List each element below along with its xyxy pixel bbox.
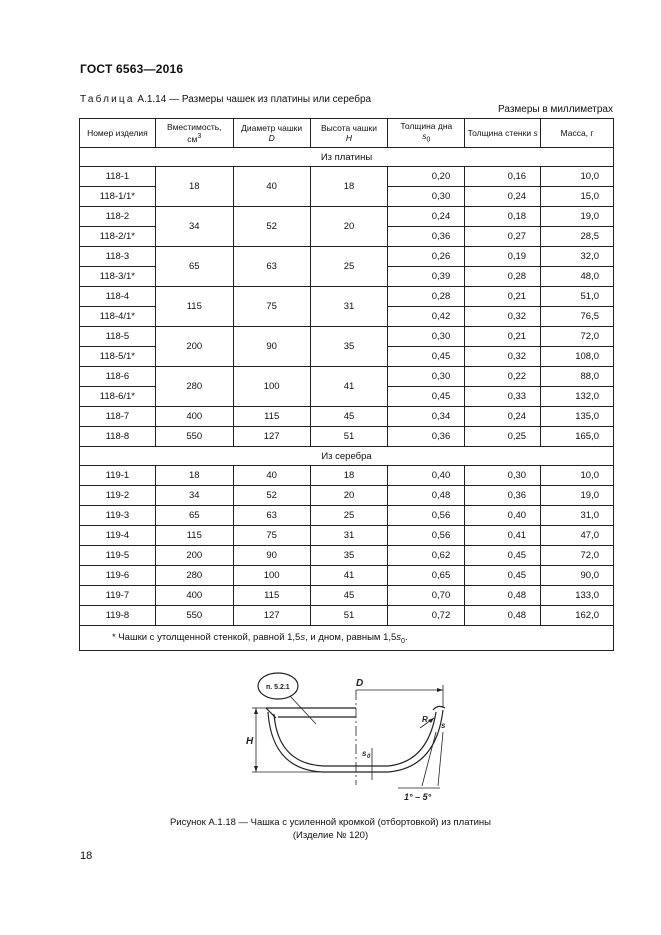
cell-capacity: 400: [155, 407, 233, 427]
cell-mass: 88,0: [541, 367, 614, 387]
cell-wall: 0,48: [465, 586, 541, 606]
units-note: Размеры в миллиметрах: [498, 104, 613, 115]
table-caption-label: Таблица: [80, 94, 135, 105]
cell-item: 118-2/1*: [80, 227, 156, 247]
cell-height: 35: [310, 327, 388, 367]
table-row: [80, 207, 614, 227]
label-r: R: [422, 715, 428, 724]
cell-diameter: 40: [233, 167, 310, 207]
cell-capacity: 200: [155, 546, 233, 566]
cell-capacity: 280: [155, 367, 233, 407]
cell-wall: 0,22: [465, 367, 541, 387]
cell-capacity: 115: [155, 287, 233, 327]
cell-diameter: 52: [233, 207, 310, 247]
cell-height: 31: [310, 287, 388, 327]
table-caption: [80, 94, 371, 105]
table-row: [80, 466, 614, 486]
dimension-h-arrow-bottom: [254, 766, 258, 772]
table-caption-text: А.1.14 — Размеры чашек из платины или серебра: [134, 94, 372, 105]
dimensions-table: [79, 118, 614, 651]
cell-bottom: 0,30: [388, 367, 465, 387]
table-row: [80, 287, 614, 307]
cell-mass: 31,0: [541, 506, 614, 526]
table-row: [80, 247, 614, 267]
cell-height: 51: [310, 427, 388, 447]
cell-diameter: 115: [233, 407, 310, 427]
cell-bottom: 0,42: [388, 307, 465, 327]
cell-item: 118-6/1*: [80, 387, 156, 407]
cell-diameter: 100: [233, 367, 310, 407]
cell-item: 119-4: [80, 526, 156, 546]
label-h: H: [246, 736, 254, 747]
table-footnote: * Чашки с утолщенной стенкой, равной 1,5s, и дном, равным $1,5s_0$.: [80, 626, 614, 651]
label-s: s: [441, 721, 446, 730]
cup-outer-profile: [268, 710, 443, 772]
radius-arrow: [428, 718, 434, 723]
col-header-bottom-thickness: Толщина дна $s_0$: [388, 119, 465, 148]
cell-height: 45: [310, 586, 388, 606]
cell-mass: 133,0: [541, 586, 614, 606]
cell-bottom: 0,70: [388, 586, 465, 606]
table-row: [80, 407, 614, 427]
cell-mass: 48,0: [541, 267, 614, 287]
cell-wall: 0,28: [465, 267, 541, 287]
cell-item: 119-2: [80, 486, 156, 506]
cell-bottom: 0,34: [388, 407, 465, 427]
table-row: [80, 566, 614, 586]
cell-capacity: 18: [155, 167, 233, 207]
cell-height: 20: [310, 486, 388, 506]
cell-diameter: 115: [233, 586, 310, 606]
cell-mass: 72,0: [541, 327, 614, 347]
cell-item: 119-8: [80, 606, 156, 626]
col-header-diameter: Диаметр чашки D: [233, 119, 310, 148]
cell-diameter: 90: [233, 327, 310, 367]
cell-bottom: 0,20: [388, 167, 465, 187]
cell-bottom: 0,40: [388, 466, 465, 486]
label-angle: 1° – 5°: [404, 792, 432, 802]
cell-bottom: 0,36: [388, 427, 465, 447]
cell-diameter: 90: [233, 546, 310, 566]
cell-mass: 76,5: [541, 307, 614, 327]
cell-height: 41: [310, 566, 388, 586]
figure-caption-line2: (Изделие № 120): [292, 830, 369, 841]
cell-mass: 19,0: [541, 207, 614, 227]
cell-bottom: 0,26: [388, 247, 465, 267]
cup-drawing: [238, 660, 458, 810]
cell-item: 119-1: [80, 466, 156, 486]
table-row: [80, 506, 614, 526]
cell-item: 119-7: [80, 586, 156, 606]
cell-wall: 0,16: [465, 167, 541, 187]
cell-height: 20: [310, 207, 388, 247]
cell-diameter: 127: [233, 606, 310, 626]
cell-bottom: 0,48: [388, 486, 465, 506]
cell-height: 35: [310, 546, 388, 566]
col-header-capacity: Вместимость, $см^3$: [155, 119, 233, 148]
cell-diameter: 63: [233, 247, 310, 287]
cell-bottom: 0,45: [388, 347, 465, 367]
cell-wall: 0,25: [465, 427, 541, 447]
cell-mass: 90,0: [541, 566, 614, 586]
angle-line-1: [422, 732, 436, 786]
label-s0: s: [362, 749, 367, 758]
cell-item: 119-6: [80, 566, 156, 586]
cell-capacity: 550: [155, 427, 233, 447]
cell-capacity: 550: [155, 606, 233, 626]
cell-wall: 0,45: [465, 546, 541, 566]
table-row: [80, 586, 614, 606]
cell-mass: 72,0: [541, 546, 614, 566]
table-row: [80, 486, 614, 506]
cell-item: 118-4: [80, 287, 156, 307]
table-header-row: [80, 119, 614, 148]
dimension-h-arrow-top: [254, 708, 258, 714]
cell-mass: 162,0: [541, 606, 614, 626]
section-row-silver: [80, 447, 614, 466]
cell-height: 25: [310, 506, 388, 526]
cell-bottom: 0,30: [388, 327, 465, 347]
cell-diameter: 127: [233, 427, 310, 447]
cell-wall: 0,32: [465, 307, 541, 327]
cell-item: 118-4/1*: [80, 307, 156, 327]
cell-mass: 10,0: [541, 466, 614, 486]
section-label-platinum: Из платины: [80, 148, 614, 167]
cell-item: 118-3: [80, 247, 156, 267]
cell-mass: 19,0: [541, 486, 614, 506]
angle-line-2: [438, 732, 443, 786]
cell-item: 118-5: [80, 327, 156, 347]
cell-wall: 0,27: [465, 227, 541, 247]
cell-wall: 0,24: [465, 187, 541, 207]
cell-item: 118-3/1*: [80, 267, 156, 287]
cell-mass: 108,0: [541, 347, 614, 367]
cell-item: 119-3: [80, 506, 156, 526]
cell-bottom: 0,36: [388, 227, 465, 247]
cell-capacity: 280: [155, 566, 233, 586]
cell-height: 41: [310, 367, 388, 407]
cell-diameter: 100: [233, 566, 310, 586]
cell-mass: 51,0: [541, 287, 614, 307]
cell-item: 118-6: [80, 367, 156, 387]
page-number: 18: [80, 850, 93, 862]
cell-wall: 0,48: [465, 606, 541, 626]
cell-bottom: 0,24: [388, 207, 465, 227]
col-header-mass: Масса, г: [541, 119, 614, 148]
table-row: [80, 327, 614, 347]
cell-item: 119-5: [80, 546, 156, 566]
cell-wall: 0,36: [465, 486, 541, 506]
cell-capacity: 115: [155, 526, 233, 546]
table-row: [80, 606, 614, 626]
cell-height: 51: [310, 606, 388, 626]
cell-diameter: 75: [233, 287, 310, 327]
cell-item: 118-1/1*: [80, 187, 156, 207]
cell-capacity: 34: [155, 486, 233, 506]
cell-wall: 0,33: [465, 387, 541, 407]
col-header-height: Высота чашки H: [310, 119, 388, 148]
cell-mass: 10,0: [541, 167, 614, 187]
cell-height: 18: [310, 466, 388, 486]
callout-text: п. 5.2.1: [266, 684, 290, 691]
label-s0-sub: 0: [367, 754, 371, 760]
cup-inner-profile: [274, 712, 436, 766]
table-row: [80, 427, 614, 447]
cell-mass: 47,0: [541, 526, 614, 546]
callout-leader: [290, 696, 316, 724]
table-row: [80, 526, 614, 546]
footnote-row: [80, 626, 614, 651]
cell-height: 45: [310, 407, 388, 427]
cell-mass: 165,0: [541, 427, 614, 447]
label-d: D: [356, 678, 364, 689]
cell-bottom: 0,45: [388, 387, 465, 407]
cell-wall: 0,40: [465, 506, 541, 526]
cell-wall: 0,24: [465, 407, 541, 427]
cell-mass: 135,0: [541, 407, 614, 427]
cell-bottom: 0,28: [388, 287, 465, 307]
cell-wall: 0,41: [465, 526, 541, 546]
cell-wall: 0,21: [465, 327, 541, 347]
cell-bottom: 0,65: [388, 566, 465, 586]
cell-wall: 0,30: [465, 466, 541, 486]
cell-capacity: 34: [155, 207, 233, 247]
cell-diameter: 40: [233, 466, 310, 486]
cell-mass: 32,0: [541, 247, 614, 267]
cell-capacity: 65: [155, 506, 233, 526]
cell-capacity: 200: [155, 327, 233, 367]
cell-capacity: 18: [155, 466, 233, 486]
table-row: [80, 167, 614, 187]
cell-height: 18: [310, 167, 388, 207]
cell-capacity: 65: [155, 247, 233, 287]
cell-height: 25: [310, 247, 388, 287]
table-row: [80, 367, 614, 387]
cell-bottom: 0,56: [388, 526, 465, 546]
col-header-item: Номер изделия: [80, 119, 156, 148]
cell-mass: 15,0: [541, 187, 614, 207]
cell-mass: 132,0: [541, 387, 614, 407]
figure-caption-line1: Рисунок А.1.18 — Чашка с усиленной кромкой (отбортовкой) из платины: [169, 817, 492, 828]
cell-diameter: 63: [233, 506, 310, 526]
cell-height: 31: [310, 526, 388, 546]
cell-capacity: 400: [155, 586, 233, 606]
cell-item: 118-2: [80, 207, 156, 227]
document-standard-number: ГОСТ 6563—2016: [80, 62, 184, 76]
cell-diameter: 52: [233, 486, 310, 506]
cell-wall: 0,18: [465, 207, 541, 227]
cell-wall: 0,45: [465, 566, 541, 586]
figure-caption: [0, 816, 661, 842]
cell-item: 118-1: [80, 167, 156, 187]
cell-item: 118-8: [80, 427, 156, 447]
cell-bottom: 0,30: [388, 187, 465, 207]
cell-wall: 0,19: [465, 247, 541, 267]
col-header-wall-thickness: Толщина стенки s: [465, 119, 541, 148]
cell-wall: 0,21: [465, 287, 541, 307]
cell-diameter: 75: [233, 526, 310, 546]
cell-item: 118-5/1*: [80, 347, 156, 367]
dimension-d-arrow: [437, 688, 443, 692]
cell-bottom: 0,72: [388, 606, 465, 626]
cell-wall: 0,32: [465, 347, 541, 367]
cell-item: 118-7: [80, 407, 156, 427]
section-label-silver: Из серебра: [80, 447, 614, 466]
table-row: [80, 546, 614, 566]
cell-bottom: 0,62: [388, 546, 465, 566]
cell-bottom: 0,39: [388, 267, 465, 287]
section-row-platinum: [80, 148, 614, 167]
cell-bottom: 0,56: [388, 506, 465, 526]
cell-mass: 28,5: [541, 227, 614, 247]
